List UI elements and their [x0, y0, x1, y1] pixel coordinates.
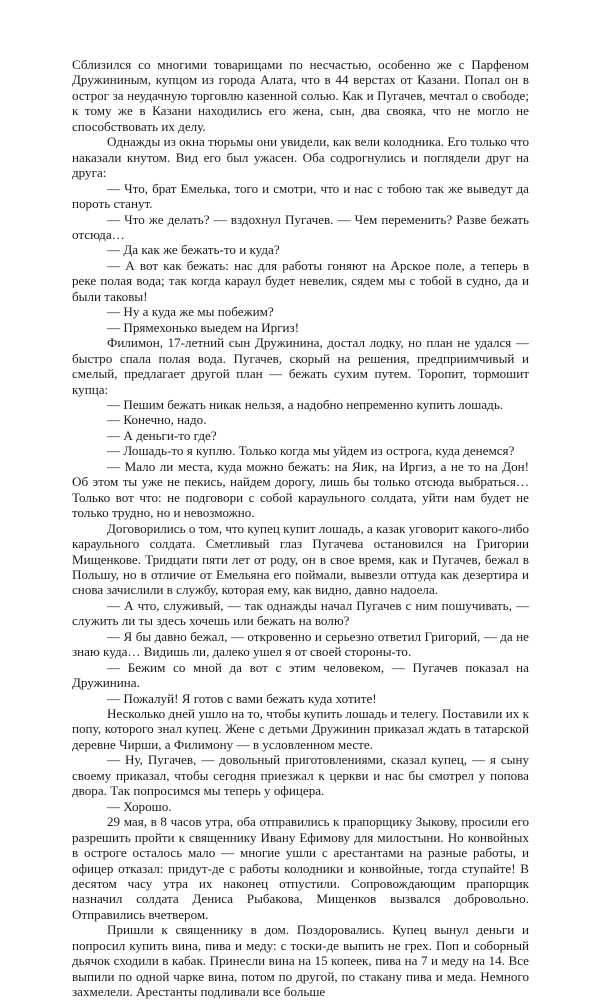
dialogue-line: — Что, брат Емелька, того и смотри, что и нас с тобою так же выведут да пороть станут. — [72, 180, 529, 212]
paragraph: Пришли к священнику в дом. Поздоровались. Купец вынул деньги и попросил купить вина, пива и меду: с тоски-де выпить не грех. Поп и соборный дьячок сходили в кабак. Принесли вина на 15 копеек, пива на 7 и меду на 14. Все выпили по одной чарке вина, потом по другой, по стакану пива и меда. Немного захмелели. Арестанты подливали все больше — [72, 922, 529, 1000]
dialogue-line: — А вот как бежать: нас для работы гоняют на Арское поле, а теперь в реке полая вода; так когда караул будет невелик, сядем мы с тобой в судно, да и были таковы! — [72, 257, 529, 304]
dialogue-line: — Пешим бежать никак нельзя, а надобно непременно купить лошадь. — [107, 396, 504, 412]
paragraph: Однажды из окна тюрьмы они увидели, как вели колодника. Его только что наказали кнутом. Вид его был ужасен. Оба содрогнулись и поглядели друг на друга: — [72, 134, 529, 181]
dialogue-line: — Мало ли места, куда можно бежать: на Яик, на Иргиз, а не то на Дон! Об этом ты уже не пекись, найдем дорогу, лишь бы только отсюда выбраться… Только вот что: не подговори с собой караульного солдата, уйти нам будет не только трудно, но и невозможно. — [72, 458, 529, 521]
dialogue-line: — А деньги-то где? — [107, 427, 217, 443]
dialogue-line: — Я бы давно бежал, — откровенно и серьезно ответил Григорий, — да не знаю куда… Видишь ли, далеко ушел я от своей стороны-то. — [72, 628, 529, 660]
dialogue-line: — Ну, Пугачев, — довольный приготовлениями, сказал купец, — я сыну своему приказал, чтобы сегодня приезжал к церкви и нас бы смотрел у попова двора. Так попросимся мы теперь у офицера. — [72, 752, 529, 799]
dialogue-line: — Пожалуй! Я готов с вами бежать куда хотите! — [107, 690, 377, 706]
dialogue-line: — Хорошо. — [107, 798, 172, 814]
dialogue-line: — Ну а куда же мы побежим? — [107, 304, 274, 320]
dialogue-line: — Что же делать? — вздохнул Пугачев. — Чем переменить? Разве бежать отсюда… — [72, 211, 529, 242]
paragraph: Филимон, 17-летний сын Дружинина, достал лодку, но план не удался — быстро спала полая вода. Пугачев, скорый на решения, предприимчивый и смелый, предлагает другой план — бежать сухим путем. Торопит, тормошит купца: — [72, 335, 529, 397]
dialogue-line: — Бежим со мной да вот с этим человеком, — Пугачев показал на Дружинина. — [72, 659, 529, 691]
paragraph: Несколько дней ушло на то, чтобы купить лошадь и телегу. Поставили их к попу, которого знал купец. Жене с детьми Дружинин приказал ждать в татарской деревне Чирши, а Филимону — в условленном месте. — [72, 706, 529, 752]
document-page — [72, 57, 529, 1000]
dialogue-line: — Да как же бежать-то и куда? — [107, 242, 280, 258]
paragraph: Договорились о том, что купец купит лошадь, а казак уговорит какого-либо караульного солдата. Сметливый глаз Пугачева остановился на Григории Мищенкове. Тридцати пяти лет от роду, он в свое время, как и Пугачев, бежал в Польшу, но в отличие от Емельяна его поймали, вывезли оттуда как дезертира и снова зачислили в службу, которая ему, как видно, давно надоела. — [72, 520, 529, 598]
dialogue-line: — А что, служивый, — так однажды начал Пугачев с ним пошучивать, — служить ли ты здесь хочешь или бежать на волю? — [72, 597, 529, 629]
paragraph: 29 мая, в 8 часов утра, оба отправились к прапорщику Зыкову, просили его разрешить пройти к священнику Ивану Ефимову для милостыни. Но конвойных в остроге осталось мало — многие ушли с арестантами на разные работы, и офицер отказал: придут-де с работы колодники и конвойные, тогда ступайте! В десятом часу утра их наконец отпустили. Сопровождающим прапорщик назначил солдата Дениса Рыбакова, Мищенков вызвался добровольно. Отправились вчетвером. — [72, 814, 529, 922]
dialogue-line: — Конечно, надо. — [107, 412, 207, 428]
dialogue-line: — Прямехонько выедем на Иргиз! — [107, 319, 300, 335]
dialogue-line: — Лошадь-то я куплю. Только когда мы уйдем из острога, куда денемся? — [107, 443, 515, 459]
paragraph: Сблизился со многими товарищами по несчастью, особенно же с Парфеном Дружининым, купцом из города Алата, что в 44 верстах от Казани. Попал он в острог за неудачную торговлю казенной солью. Как и Пугачев, мечтал о свободе; к тому же в Казани находились его жена, сын, два свояка, что не могло не способствовать их делу. — [72, 57, 529, 134]
